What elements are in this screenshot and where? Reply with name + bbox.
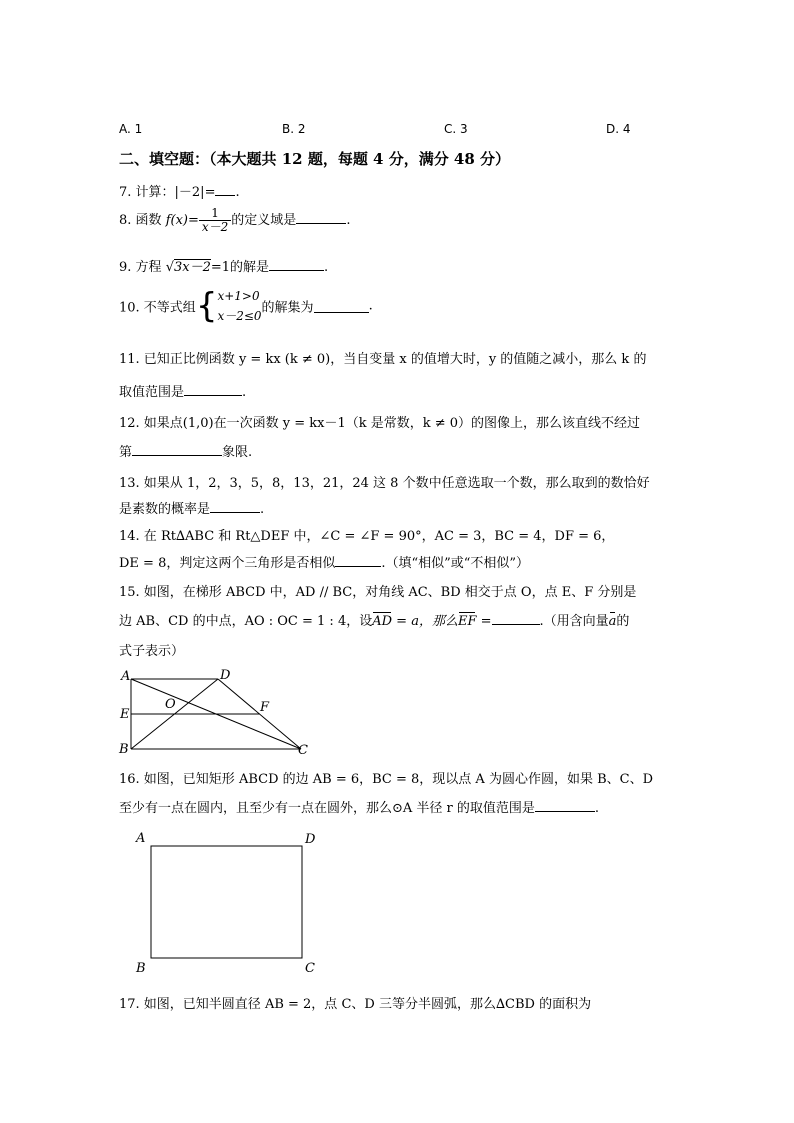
label-b: B xyxy=(136,961,146,976)
label-d: D xyxy=(305,832,316,847)
question-14-line1: 14. 在 Rt∆ABC 和 Rt△DEF 中，∠C = ∠F = 90°，AC = 3，BC = 4，DF = 6， xyxy=(119,529,615,544)
q7-text: 7. 计算：|－2|= xyxy=(119,185,216,200)
q8-fraction: $\frac{1}{x-2}$ xyxy=(199,207,231,234)
section-title: 二、填空题：（本大题共 12 题，每题 4 分，满分 48 分） xyxy=(119,150,511,168)
rectangle-abcd xyxy=(151,846,302,958)
option-a: A. 1 xyxy=(119,122,143,136)
question-10: 10. 不等式组{ x+1>0 x－2≤0 的解集为 . xyxy=(119,286,373,326)
label-a: A xyxy=(136,831,146,846)
question-16-line1: 16. 如图，已知矩形 ABCD 的边 AB = 6，BC = 8，现以点 A 为圆心作圆，如果 B、C、D xyxy=(119,772,654,787)
label-b: B xyxy=(119,742,129,757)
q16-blank xyxy=(535,799,595,812)
question-11-line1: 11. 已知正比例函数 y = kx (k ≠ 0)，当自变量 x 的值增大时，y 的值随之减小，那么 k 的 xyxy=(119,352,647,367)
sqrt-icon: √ xyxy=(165,260,174,275)
label-d: D xyxy=(220,668,231,683)
vector-ad: AD xyxy=(372,614,393,629)
label-c: C xyxy=(298,743,308,758)
label-c: C xyxy=(305,961,315,976)
option-d: D. 4 xyxy=(606,122,631,136)
question-16-line2: 至少有一点在圆内，且至少有一点在圆外，那么⊙A 半径 r 的取值范围是 . xyxy=(119,801,600,816)
question-12-line2: 第 象限. xyxy=(119,445,253,460)
question-13-line1: 13. 如果从 1，2，3，5，8，13，21，24 这 8 个数中任意选取一个数，那么取到的数恰好 xyxy=(119,476,650,491)
rectangle-figure xyxy=(130,828,330,978)
vector-ef: EF xyxy=(457,614,477,629)
question-15-line1: 15. 如图，在梯形 ABCD 中，AD // BC，对角线 AC、BD 相交于点 O，点 E、F 分别是 xyxy=(119,585,637,600)
question-14-line2: DE = 8，判定这两个三角形是否相似 .（填“相似”或“不相似”） xyxy=(119,556,530,571)
q7-blank xyxy=(215,183,235,196)
q8-blank xyxy=(296,211,346,224)
question-11-line2: 取值范围是 . xyxy=(119,385,247,400)
question-8: 8. 函数 f(x)= $\frac{1}{x-2}$ 的定义域是 . xyxy=(119,206,351,234)
vector-a: a xyxy=(608,614,617,629)
q11-blank xyxy=(184,383,242,396)
q9-blank xyxy=(269,258,324,271)
trapezoid-diagram xyxy=(110,665,320,765)
option-b: B. 2 xyxy=(282,122,306,136)
question-9: 9. 方程 √3x－2=1的解是 . xyxy=(119,260,329,275)
label-f: F xyxy=(260,700,270,715)
label-o: O xyxy=(165,697,176,712)
q10-system: x+1>0 x－2≤0 xyxy=(217,289,262,323)
q15-blank xyxy=(492,612,540,625)
rectangle-diagram xyxy=(130,828,330,978)
question-12-line1: 12. 如果点(1,0)在一次函数 y = kx－1（k 是常数，k ≠ 0）的图像上，那么该直线不经过 xyxy=(119,416,641,431)
label-a: A xyxy=(121,669,131,684)
question-15-line3: 式子表示） xyxy=(119,644,185,659)
question-15-line2: 边 AB、CD 的中点，AO : OC = 1 : 4，设AD = a，那么EF = .（用含向量a的 xyxy=(119,614,630,629)
brace-icon: { xyxy=(195,286,218,326)
question-13-line2: 是素数的概率是 . xyxy=(119,502,265,517)
q14-blank xyxy=(335,554,381,567)
trapezoid-figure xyxy=(110,665,320,765)
q10-blank xyxy=(314,300,369,313)
label-e: E xyxy=(120,707,130,722)
question-7: 7. 计算：|－2|= . xyxy=(119,185,240,200)
q12-blank xyxy=(132,443,222,456)
option-c: C. 3 xyxy=(444,122,468,136)
question-17-line1: 17. 如图，已知半圆直径 AB = 2，点 C、D 三等分半圆弧，那么∆CBD 的面积为 xyxy=(119,997,592,1012)
q13-blank xyxy=(210,500,260,513)
